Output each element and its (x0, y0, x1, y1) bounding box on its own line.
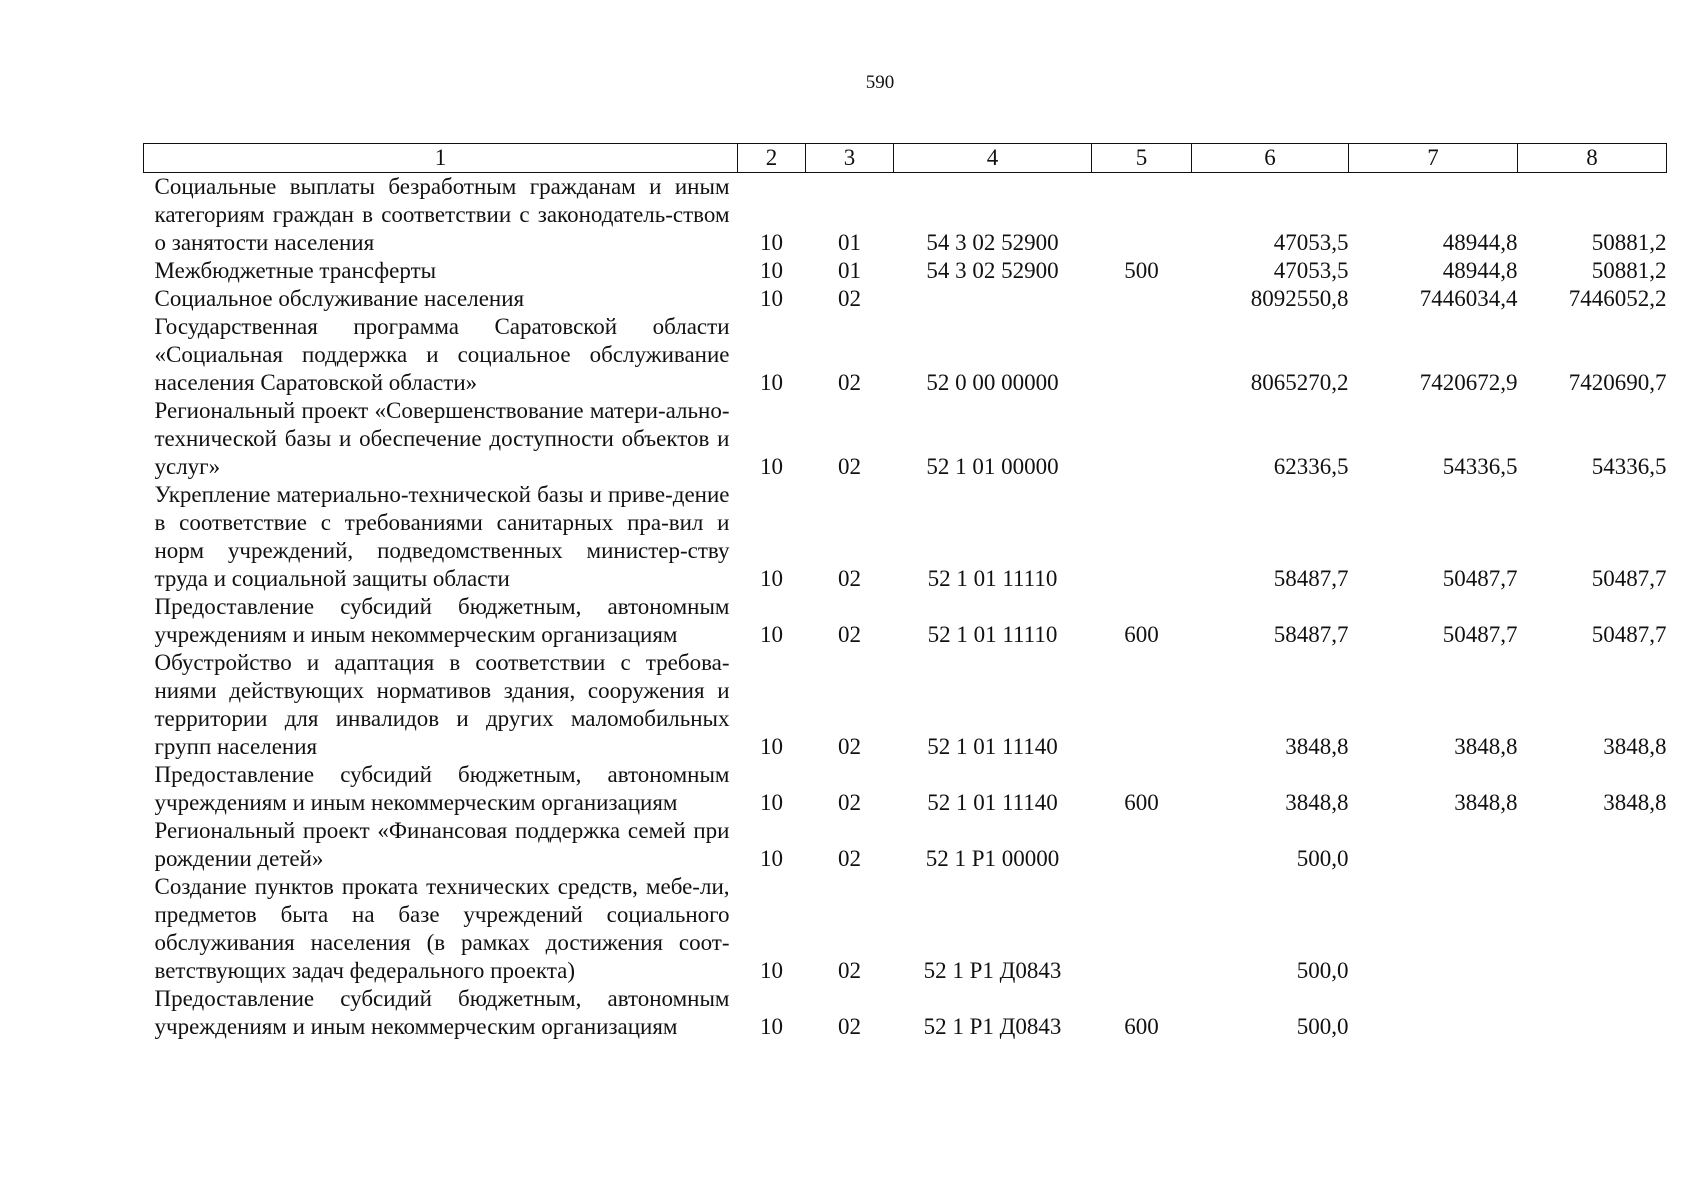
row-amount-3 (1518, 985, 1667, 1041)
row-section: 10 (760, 790, 783, 815)
row-amount-1: 58487,7 (1273, 566, 1349, 591)
table-row (144, 285, 1667, 313)
row-amount-3: 3848,8 (1603, 790, 1667, 815)
row-amount-1: 8065270,2 (1250, 370, 1349, 395)
row-amount-3 (1518, 817, 1667, 873)
row-expense-type (1092, 481, 1192, 593)
row-target-article: 52 1 01 11140 (927, 790, 1058, 815)
row-target-article: 52 1 P1 00000 (925, 846, 1060, 871)
header-col-2: 2 (738, 144, 806, 173)
row-expense-type (1092, 173, 1192, 258)
row-subsection: 02 (838, 1014, 861, 1039)
row-name: Межбюджетные трансферты (154, 258, 437, 283)
row-name: Предоставление субсидий бюджетным, автономным учреждениям и иным некоммерческим организациям (154, 986, 730, 1039)
row-expense-type (1092, 873, 1192, 985)
header-col-6: 6 (1192, 144, 1349, 173)
row-amount-2: 48944,8 (1442, 230, 1518, 255)
row-name: Социальные выплаты безработным гражданам и иным категориям граждан в соответствии с законодатель-ством о занятости населения (154, 174, 730, 255)
row-subsection: 02 (838, 286, 861, 311)
row-name: Региональный проект «Финансовая поддержка семей при рождении детей» (154, 818, 730, 871)
row-target-article: 52 1 01 11140 (927, 734, 1058, 759)
row-expense-type: 600 (1124, 790, 1159, 815)
row-expense-type (1092, 817, 1192, 873)
row-amount-1: 8092550,8 (1250, 286, 1349, 311)
row-amount-2 (1349, 985, 1518, 1041)
table-row (144, 985, 1667, 1041)
row-amount-1: 58487,7 (1273, 622, 1349, 647)
row-name: Государственная программа Саратовской области «Социальная поддержка и социальное обслуживание населения Саратовской области» (154, 314, 730, 395)
row-section: 10 (760, 286, 783, 311)
row-target-article: 52 1 01 11110 (927, 622, 1058, 647)
row-subsection: 02 (838, 566, 861, 591)
row-subsection: 02 (838, 370, 861, 395)
row-subsection: 02 (838, 734, 861, 759)
table-row (144, 649, 1667, 761)
row-target-article: 52 1 P1 Д0843 (923, 958, 1062, 983)
row-subsection: 01 (838, 258, 861, 283)
row-section: 10 (760, 846, 783, 871)
row-amount-2: 7420672,9 (1419, 370, 1518, 395)
row-expense-type (1092, 313, 1192, 397)
row-subsection: 02 (838, 454, 861, 479)
row-amount-3: 54336,5 (1591, 454, 1667, 479)
row-amount-2: 3848,8 (1454, 790, 1518, 815)
row-amount-2: 50487,7 (1442, 622, 1518, 647)
row-amount-3: 50881,2 (1591, 230, 1667, 255)
row-subsection: 02 (838, 958, 861, 983)
row-subsection: 01 (838, 230, 861, 255)
header-col-4: 4 (894, 144, 1092, 173)
row-subsection: 02 (838, 622, 861, 647)
row-section: 10 (760, 622, 783, 647)
row-name: Создание пунктов проката технических средств, мебе-ли, предметов быта на базе учреждений социального обслуживания населения (в рамках достижения соот-ветствующих задач федерального проекта) (154, 874, 730, 983)
row-name: Социальное обслуживание населения (154, 286, 525, 311)
row-amount-2: 54336,5 (1442, 454, 1518, 479)
row-expense-type: 600 (1124, 622, 1159, 647)
row-section: 10 (760, 370, 783, 395)
row-amount-1: 3848,8 (1285, 734, 1349, 759)
table-row (144, 173, 1667, 258)
budget-table (143, 143, 1667, 1041)
row-subsection: 02 (838, 790, 861, 815)
row-target-article: 52 1 01 11110 (927, 566, 1058, 591)
row-expense-type (1092, 397, 1192, 481)
row-amount-1: 3848,8 (1285, 790, 1349, 815)
row-expense-type: 600 (1124, 1014, 1159, 1039)
row-amount-1: 62336,5 (1273, 454, 1349, 479)
row-amount-1: 500,0 (1296, 958, 1349, 983)
row-section: 10 (760, 1014, 783, 1039)
table-row (144, 873, 1667, 985)
header-col-7: 7 (1349, 144, 1518, 173)
row-amount-2 (1349, 817, 1518, 873)
row-target-article: 54 3 02 52900 (926, 230, 1059, 255)
row-amount-3: 50881,2 (1591, 258, 1667, 283)
row-amount-2: 3848,8 (1454, 734, 1518, 759)
row-amount-1: 500,0 (1296, 1014, 1349, 1039)
row-amount-1: 47053,5 (1273, 230, 1349, 255)
row-name: Предоставление субсидий бюджетным, автономным учреждениям и иным некоммерческим организациям (154, 594, 730, 647)
row-section: 10 (760, 566, 783, 591)
row-amount-3: 50487,7 (1591, 566, 1667, 591)
row-amount-2: 50487,7 (1442, 566, 1518, 591)
row-section: 10 (760, 958, 783, 983)
row-subsection: 02 (838, 846, 861, 871)
row-expense-type (1092, 649, 1192, 761)
row-target-article: 52 1 P1 Д0843 (923, 1014, 1062, 1039)
row-amount-2: 7446034,4 (1419, 286, 1518, 311)
header-col-1: 1 (144, 144, 738, 173)
row-section: 10 (760, 734, 783, 759)
row-section: 10 (760, 258, 783, 283)
row-amount-2 (1349, 873, 1518, 985)
row-amount-3: 7420690,7 (1568, 370, 1667, 395)
row-target-article: 54 3 02 52900 (926, 258, 1059, 283)
row-section: 10 (760, 454, 783, 479)
header-row (144, 144, 1667, 173)
row-name: Укрепление материально-технической базы и приве-дение в соответствие с требованиями санитарных пра-вил и норм учреждений, подведомственных министер-ству труда и социальной защиты области (154, 482, 730, 591)
row-amount-2: 48944,8 (1442, 258, 1518, 283)
row-amount-1: 47053,5 (1273, 258, 1349, 283)
header-col-8: 8 (1518, 144, 1667, 173)
table-row (144, 481, 1667, 593)
row-amount-3: 3848,8 (1603, 734, 1667, 759)
row-section: 10 (760, 230, 783, 255)
row-expense-type (1092, 285, 1192, 313)
row-target-article (894, 285, 1092, 313)
row-target-article: 52 1 01 00000 (926, 454, 1059, 479)
header-col-3: 3 (806, 144, 894, 173)
row-amount-1: 500,0 (1296, 846, 1349, 871)
header-col-5: 5 (1092, 144, 1192, 173)
row-target-article: 52 0 00 00000 (926, 370, 1059, 395)
table-row (144, 817, 1667, 873)
table-row (144, 257, 1667, 285)
table-row (144, 593, 1667, 649)
table-row (144, 313, 1667, 397)
row-amount-3: 50487,7 (1591, 622, 1667, 647)
table-row (144, 397, 1667, 481)
row-name: Региональный проект «Совершенствование матери-ально-технической базы и обеспечение доступности объектов и услуг» (154, 398, 730, 479)
page-number: 590 (865, 72, 895, 93)
row-name: Обустройство и адаптация в соответствии с требова-ниями действующих нормативов здания, сооружения и территории для инвалидов и других маломобильных групп населения (154, 650, 730, 759)
row-amount-3: 7446052,2 (1568, 286, 1667, 311)
row-amount-3 (1518, 873, 1667, 985)
row-name: Предоставление субсидий бюджетным, автономным учреждениям и иным некоммерческим организациям (154, 762, 730, 815)
table-row (144, 761, 1667, 817)
row-expense-type: 500 (1124, 258, 1159, 283)
